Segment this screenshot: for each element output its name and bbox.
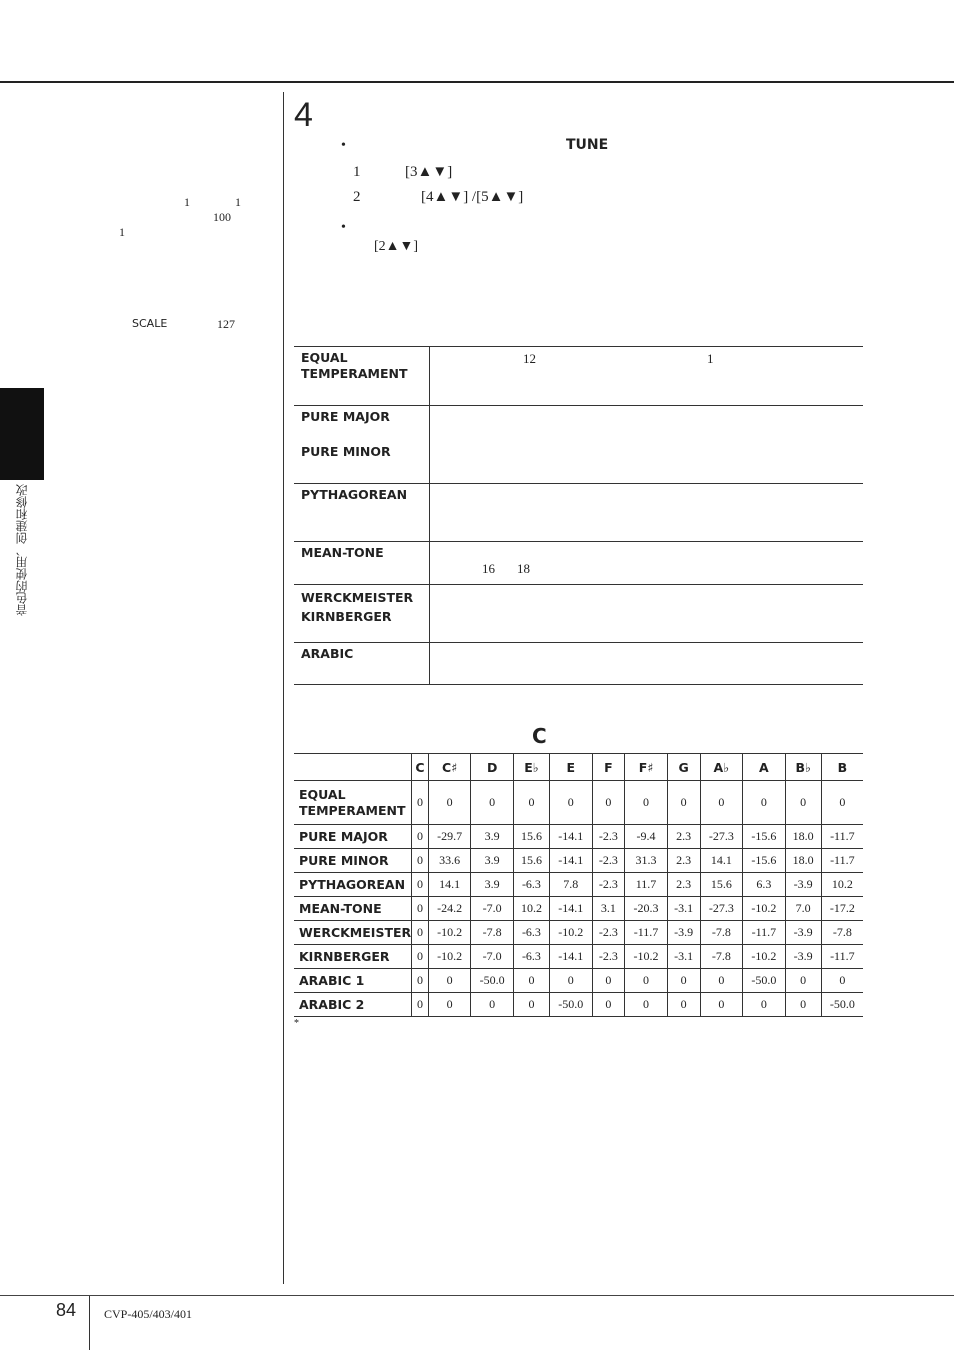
offset-cell: -11.7 [821,849,863,873]
temperament-name-major: PURE MAJOR [301,409,390,424]
offset-cell: 3.9 [471,873,514,897]
offset-cell: 0 [412,945,429,969]
offset-cell: -11.7 [625,921,668,945]
bullet: • [341,138,346,153]
offset-cell: -14.1 [549,945,592,969]
offset-cell: -27.3 [700,825,743,849]
offset-cell: -2.3 [592,945,625,969]
table-row [294,406,863,484]
offset-cell: -50.0 [549,993,592,1017]
offset-cell: 0 [428,969,471,993]
offset-cell: 0 [428,993,471,1017]
left-note-scale: SCALE [132,317,168,330]
offset-cell: 0 [625,781,668,825]
offset-cell: 15.6 [513,849,549,873]
offset-cell: 0 [412,825,429,849]
offset-cell: -10.2 [428,921,471,945]
table-row [294,945,863,969]
note-header: C [412,754,429,781]
offset-cell: -10.2 [743,897,786,921]
offset-cell: -3.1 [667,945,700,969]
offset-cell: -6.3 [513,921,549,945]
step-line-1-number: 1 [353,164,361,180]
offset-cell: -7.0 [471,945,514,969]
left-note-number: 100 [213,210,231,224]
offset-cell: 3.1 [592,897,625,921]
offset-cell: -24.2 [428,897,471,921]
note-header: F [592,754,625,781]
table-row [294,897,863,921]
footer-separator [89,1296,90,1350]
table-row [294,969,863,993]
offset-cell: 6.3 [743,873,786,897]
table-row [294,849,863,873]
offset-cell: -3.9 [785,945,821,969]
description-number: 16 [482,561,495,576]
offset-cell: 0 [549,969,592,993]
temperament-name-werckmeister: WERCKMEISTER [301,590,414,605]
row-temperament-name: PYTHAGOREAN [294,873,412,897]
offset-cell: -15.6 [743,849,786,873]
offset-cell: 0 [412,969,429,993]
row-temperament-name: PURE MINOR [294,849,412,873]
offset-cell: 0 [412,849,429,873]
step-line-2-button: [4▲▼] /[5▲▼] [421,189,524,205]
offset-cell: -6.3 [513,945,549,969]
temperament-description-table [294,346,863,685]
offset-cell: -7.8 [471,921,514,945]
corner-header [294,754,412,781]
offset-cell: -11.7 [821,945,863,969]
offset-cell: 18.0 [785,849,821,873]
offset-cell: -11.7 [821,825,863,849]
offset-cell: -50.0 [821,993,863,1017]
model-name: CVP-405/403/401 [104,1307,193,1321]
row-temperament-name: MEAN-TONE [294,897,412,921]
base-key-label: C [532,724,547,748]
offset-cell: 0 [412,873,429,897]
offset-cell: -7.8 [821,921,863,945]
offset-cell: 10.2 [821,873,863,897]
note-header: F♯ [625,754,668,781]
offset-cell: -29.7 [428,825,471,849]
offset-cell: -2.3 [592,849,625,873]
offset-cell: -9.4 [625,825,668,849]
offset-cell: 0 [667,781,700,825]
column-divider [283,92,284,1284]
temperament-description [430,347,864,406]
offset-cell: -50.0 [471,969,514,993]
offset-cell: -6.3 [513,873,549,897]
offset-cell: -7.8 [700,921,743,945]
offset-cell: -2.3 [592,825,625,849]
offset-cell: -50.0 [743,969,786,993]
row-temperament-name: EQUAL TEMPERAMENT [294,781,412,825]
offset-cell: -7.8 [700,945,743,969]
offset-cell: 0 [625,969,668,993]
temperament-name-minor: PURE MINOR [301,444,391,459]
table-row [294,921,863,945]
offset-cell: 0 [592,969,625,993]
offset-cell: 0 [667,969,700,993]
row-temperament-name: ARABIC 2 [294,993,412,1017]
offset-cell: -2.3 [592,921,625,945]
step-line-2-number: 2 [353,189,361,205]
offset-cell: -17.2 [821,897,863,921]
row-temperament-name: KIRNBERGER [294,945,412,969]
offset-cell: 0 [625,993,668,1017]
offset-cell: -3.9 [785,873,821,897]
page-number: 84 [56,1300,77,1320]
offset-cell: 11.7 [625,873,668,897]
table-row [294,484,863,542]
offset-cell: -14.1 [549,897,592,921]
row-temperament-name: ARABIC 1 [294,969,412,993]
description-number: 18 [517,561,530,576]
temperament-name: ARABIC [294,643,430,685]
offset-cell: 0 [592,781,625,825]
step-line-3-button: [2▲▼] [374,239,419,254]
left-note-number: 1 [184,195,190,209]
temperament-name [294,585,430,643]
offset-cell: 0 [700,781,743,825]
offset-cell: -14.1 [549,849,592,873]
table-row [294,643,863,685]
left-note-number: 1 [235,195,241,209]
table-row [294,993,863,1017]
temperament-name [294,406,430,484]
table-row [294,873,863,897]
footnote-marker: * [294,1018,299,1029]
offset-cell: 7.0 [785,897,821,921]
offset-cell: 0 [471,781,514,825]
offset-cell: -3.9 [667,921,700,945]
note-header: D [471,754,514,781]
offset-cell: 0 [513,781,549,825]
offset-cell: 0 [592,993,625,1017]
temperament-name: MEAN-TONE [294,542,430,585]
table-row [294,585,863,643]
footer-rule [0,1295,954,1296]
note-header: E♭ [513,754,549,781]
temperament-description [430,542,864,585]
offset-cell: -10.2 [428,945,471,969]
offset-cell: 0 [785,993,821,1017]
offset-cell: 3.9 [471,825,514,849]
offset-cell: -3.9 [785,921,821,945]
offset-cell: -2.3 [592,873,625,897]
offset-cell: 0 [667,993,700,1017]
offset-cell: -10.2 [549,921,592,945]
note-header: A [743,754,786,781]
offset-cell: -10.2 [743,945,786,969]
header-rule [0,81,954,83]
offset-cell: 18.0 [785,825,821,849]
offset-cell: -7.0 [471,897,514,921]
tune-label: TUNE [566,137,609,153]
bullet: • [341,220,346,235]
offset-cell: 10.2 [513,897,549,921]
offset-cell: 33.6 [428,849,471,873]
offset-cell: -10.2 [625,945,668,969]
offset-cell: 2.3 [667,849,700,873]
temperament-name-kirnberger: KIRNBERGER [301,609,392,624]
table-row [294,347,863,406]
temperament-description [430,484,864,542]
offset-cell: 0 [513,993,549,1017]
offset-cell: 0 [428,781,471,825]
offset-cell: 0 [412,921,429,945]
offset-cell: 2.3 [667,825,700,849]
chapter-title: 音色的使用、创建和修改 [15,484,29,616]
offset-cell: 0 [412,781,429,825]
offset-cell: 0 [743,781,786,825]
note-header: B♭ [785,754,821,781]
offset-cell: 0 [471,993,514,1017]
offset-cell: -27.3 [700,897,743,921]
step-line-1-button: [3▲▼] [405,164,453,180]
offset-cell: 0 [743,993,786,1017]
table-header-row [294,754,863,781]
offset-cell: 0 [821,781,863,825]
temperament-name: PYTHAGOREAN [294,484,430,542]
offset-cell: -14.1 [549,825,592,849]
note-header: B [821,754,863,781]
offset-cell: -20.3 [625,897,668,921]
offset-cell: 15.6 [513,825,549,849]
row-temperament-name: PURE MAJOR [294,825,412,849]
offset-cell: -15.6 [743,825,786,849]
offset-cell: 0 [700,969,743,993]
offset-cell: 7.8 [549,873,592,897]
table-row [294,825,863,849]
table-row [294,781,863,825]
note-header: A♭ [700,754,743,781]
temperament-description [430,406,864,484]
offset-cell: 15.6 [700,873,743,897]
offset-cell: 31.3 [625,849,668,873]
temperament-offset-table [294,753,863,1017]
temperament-name: EQUAL TEMPERAMENT [294,347,430,406]
left-note-scale-number: 127 [217,317,235,331]
description-number: 12 [523,351,536,366]
offset-cell: 14.1 [428,873,471,897]
offset-cell: 2.3 [667,873,700,897]
offset-cell: 14.1 [700,849,743,873]
note-header: G [667,754,700,781]
temperament-description [430,585,864,643]
offset-cell: 0 [700,993,743,1017]
description-number: 1 [707,351,714,366]
row-temperament-name: WERCKMEISTER [294,921,412,945]
temperament-description [430,643,864,685]
offset-cell: 0 [412,993,429,1017]
offset-cell: -11.7 [743,921,786,945]
offset-cell: -3.1 [667,897,700,921]
chapter-tab [0,388,44,480]
offset-cell: 0 [549,781,592,825]
note-header: C♯ [428,754,471,781]
note-header: E [549,754,592,781]
offset-cell: 0 [412,897,429,921]
left-note-number: 1 [119,225,125,239]
step-number: 4 [294,96,313,134]
offset-cell: 0 [785,781,821,825]
offset-cell: 3.9 [471,849,514,873]
offset-cell: 0 [513,969,549,993]
table-row [294,542,863,585]
offset-cell: 0 [785,969,821,993]
offset-cell: 0 [821,969,863,993]
